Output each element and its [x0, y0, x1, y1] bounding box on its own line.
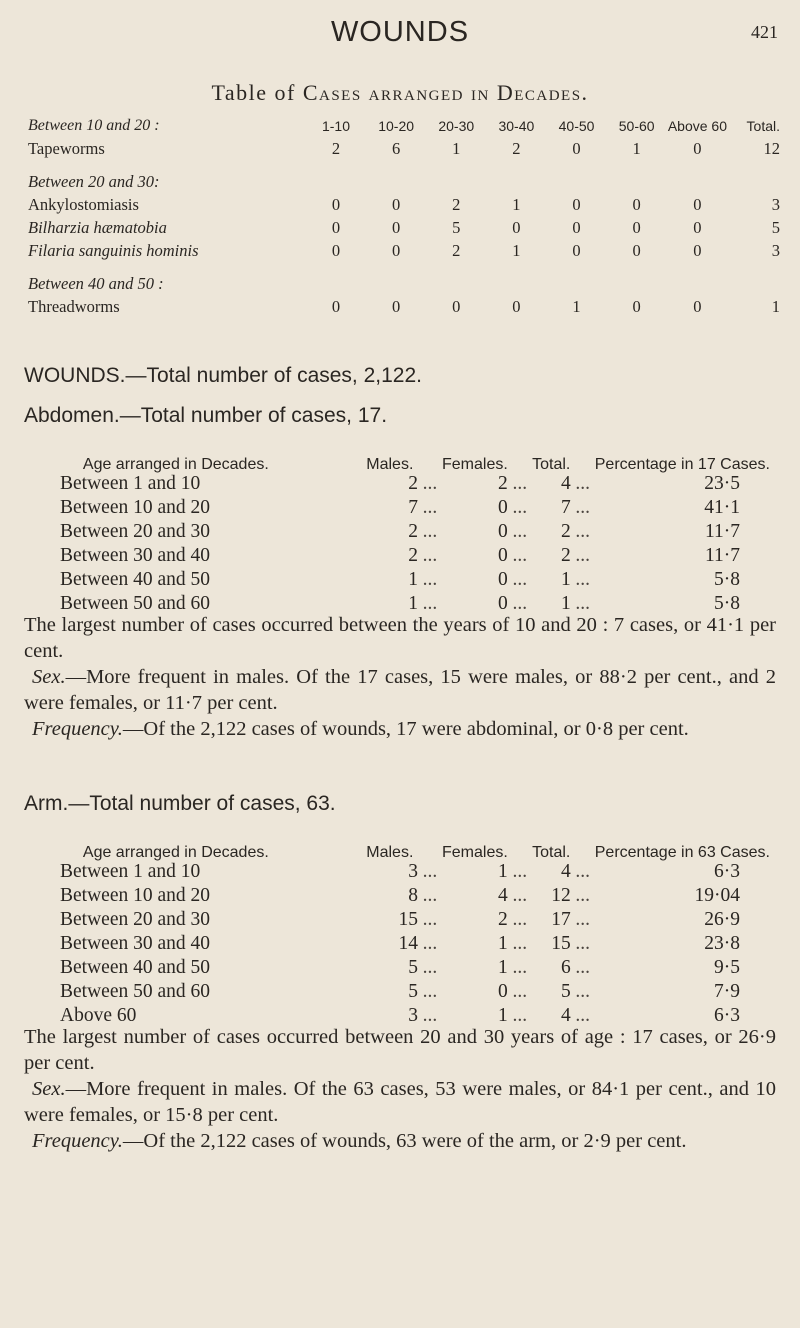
cell-value: 1: [632, 138, 641, 158]
percentage-value: 19·04: [694, 885, 740, 906]
leader-dots: ...: [512, 545, 528, 566]
column-header: 30-40: [498, 117, 535, 134]
abdomen-table: [60, 432, 770, 616]
percentage-value: 26·9: [704, 909, 740, 930]
males-value: 2: [408, 545, 418, 566]
leader-dots: ...: [575, 593, 591, 614]
percentage-header: Percentage in 17 Cases.: [594, 456, 770, 473]
cell-value: 1: [771, 296, 780, 316]
table-row: [60, 860, 770, 884]
percentage-value: 11·7: [704, 521, 740, 542]
males-value: 15: [398, 909, 418, 930]
arm-heading: Arm.—Total number of cases, 63.: [24, 792, 336, 815]
cell-value: 1: [572, 296, 581, 316]
row-label: Between 50 and 60: [60, 593, 211, 614]
spacer-cell: [28, 262, 780, 272]
cell-value: 2: [452, 240, 461, 260]
females-value: 1: [498, 933, 508, 954]
age-header: Age arranged in Decades.: [82, 844, 269, 861]
cell-value: 0: [632, 194, 641, 214]
males-value: 5: [408, 981, 418, 1002]
cell-value: 0: [391, 296, 401, 316]
spacer-cell: [28, 160, 780, 170]
arm-sex-text: —More frequent in males. Of the 63 cases, 53 were males, or 84·1 per cent., and 10 were females, or 15·8 per cent.: [24, 1078, 776, 1126]
leader-dots: ...: [575, 909, 591, 930]
males-value: 5: [408, 957, 418, 978]
females-value: 0: [498, 545, 508, 566]
cell-value: 0: [391, 240, 401, 260]
cell-value: 1: [452, 138, 461, 158]
row-label: Between 40 and 50: [60, 957, 211, 978]
header-label: Between 10 and 20 :: [28, 116, 160, 134]
row-label: Bilharzia hæmatobia: [28, 217, 167, 237]
abdomen-sex-label: Sex.: [32, 666, 66, 688]
section-label: Between 40 and 50 :: [28, 273, 164, 293]
leader-dots: ...: [512, 473, 528, 494]
leader-dots: ...: [422, 593, 438, 614]
males-header: Males.: [366, 456, 414, 473]
leader-dots: ...: [512, 981, 528, 1002]
total-value: 2: [560, 545, 571, 566]
cell-value: 0: [693, 138, 702, 158]
leader-dots: ...: [422, 957, 438, 978]
total-value: 15: [551, 933, 571, 954]
percentage-value: 9·5: [714, 957, 740, 978]
table-row: [60, 472, 770, 496]
cell-value: 6: [391, 138, 401, 158]
abdomen-sex-text: —More frequent in males. Of the 17 cases, 15 were males, or 88·2 per cent., and 2 were females, or 11·7 per cent.: [24, 666, 776, 714]
total-value: 4: [560, 1005, 571, 1026]
percentage-value: 6·3: [714, 1005, 740, 1026]
row-label: Threadworms: [28, 296, 120, 316]
leader-dots: ...: [422, 473, 438, 494]
leader-dots: ...: [575, 545, 591, 566]
leader-dots: ...: [512, 909, 528, 930]
table-row: [60, 884, 770, 908]
leader-dots: ...: [422, 569, 438, 590]
leader-dots: ...: [512, 521, 528, 542]
row-label: Between 20 and 30: [60, 521, 211, 542]
column-header: 40-50: [558, 117, 595, 134]
table-row: [28, 216, 780, 239]
females-value: 0: [498, 593, 508, 614]
row-label: Between 30 and 40: [60, 545, 211, 566]
arm-header-row: [60, 820, 770, 860]
cell-value: 1: [512, 194, 521, 214]
table-title-prefix: Table of: [211, 80, 296, 105]
cell-value: 0: [693, 240, 702, 260]
females-value: 2: [498, 473, 508, 494]
males-value: 2: [408, 521, 418, 542]
total-value: 1: [560, 569, 571, 590]
percentage-value: 7·9: [714, 981, 740, 1002]
females-value: 1: [498, 957, 508, 978]
table-row: [60, 908, 770, 932]
total-value: 6: [560, 957, 571, 978]
table-row: [28, 137, 780, 160]
total-value: 1: [560, 593, 571, 614]
cell-value: 0: [632, 217, 641, 237]
section-row: [28, 272, 780, 295]
leader-dots: ...: [575, 861, 591, 882]
percentage-value: 6·3: [714, 861, 740, 882]
males-value: 7: [408, 497, 418, 518]
arm-table: [60, 820, 770, 1028]
header-spacer: [418, 432, 442, 472]
arm-text: [24, 1024, 776, 1154]
cell-value: 0: [331, 217, 341, 237]
row-label: Ankylostomiasis: [28, 194, 139, 214]
arm-summary: The largest number of cases occurred between 20 and 30 years of age : 17 cases, or 26·9 per cent.: [24, 1026, 776, 1074]
row-label: Between 50 and 60: [60, 981, 211, 1002]
females-header: Females.: [441, 456, 508, 473]
cell-value: 0: [512, 296, 521, 316]
cell-value: 3: [771, 194, 780, 214]
leader-dots: ...: [422, 521, 438, 542]
row-label: Between 1 and 10: [60, 473, 201, 494]
cell-value: 1: [512, 240, 521, 260]
leader-dots: ...: [575, 497, 591, 518]
abdomen-header-row: [60, 432, 770, 472]
column-header: 20-30: [438, 117, 475, 134]
table-row: [60, 544, 770, 568]
table-row: [60, 520, 770, 544]
row-label: Above 60: [60, 1005, 137, 1026]
abdomen-frequency-text: —Of the 2,122 cases of wounds, 17 were abdominal, or 0·8 per cent.: [122, 718, 689, 740]
table-row: [60, 956, 770, 980]
header-spacer: [571, 432, 595, 472]
cell-value: 3: [771, 240, 780, 260]
decades-table: [28, 114, 780, 318]
abdomen-summary: The largest number of cases occurred between the years of 10 and 20 : 7 cases, or 41·1 per cent.: [24, 614, 776, 662]
males-value: 1: [408, 593, 418, 614]
arm-sex-label: Sex.: [32, 1078, 66, 1100]
cell-value: 0: [572, 240, 581, 260]
row-label: Between 1 and 10: [60, 861, 201, 882]
cell-value: 0: [331, 240, 341, 260]
leader-dots: ...: [575, 885, 591, 906]
percentage-value: 11·7: [704, 545, 740, 566]
leader-dots: ...: [512, 497, 528, 518]
row-label: Filaria sanguinis hominis: [28, 240, 199, 260]
males-value: 2: [408, 473, 418, 494]
leader-dots: ...: [575, 1005, 591, 1026]
percentage-value: 23·5: [704, 473, 740, 494]
leader-dots: ...: [512, 933, 528, 954]
leader-dots: ...: [422, 497, 438, 518]
cell-value: 0: [572, 217, 581, 237]
age-header: Age arranged in Decades.: [82, 456, 269, 473]
total-header: Total.: [532, 456, 571, 473]
percentage-header: Percentage in 63 Cases.: [594, 844, 770, 861]
arm-frequency-text: —Of the 2,122 cases of wounds, 63 were of the arm, or 2·9 per cent.: [122, 1130, 687, 1152]
leader-dots: ...: [512, 957, 528, 978]
cell-value: 0: [572, 194, 581, 214]
leader-dots: ...: [512, 885, 528, 906]
percentage-value: 23·8: [704, 933, 740, 954]
column-header: 50-60: [618, 117, 655, 134]
arm-frequency-label: Frequency.: [32, 1130, 123, 1152]
header-spacer: [508, 432, 532, 472]
females-value: 0: [498, 569, 508, 590]
cell-value: 0: [452, 296, 461, 316]
row-label: Between 40 and 50: [60, 569, 211, 590]
leader-dots: ...: [512, 1005, 528, 1026]
running-head: WOUNDS: [330, 16, 470, 48]
table-row: [28, 295, 780, 318]
males-value: 1: [408, 569, 418, 590]
leader-dots: ...: [422, 885, 438, 906]
cell-value: 0: [391, 217, 401, 237]
percentage-value: 5·8: [714, 593, 740, 614]
leader-dots: ...: [422, 1005, 438, 1026]
table-row: [28, 193, 780, 216]
females-value: 1: [498, 1005, 508, 1026]
leader-dots: ...: [575, 957, 591, 978]
total-value: 17: [551, 909, 571, 930]
cell-value: 2: [452, 194, 461, 214]
females-value: 2: [498, 909, 508, 930]
cell-value: 5: [771, 217, 780, 237]
column-header: Total.: [746, 117, 780, 134]
total-value: 4: [560, 473, 571, 494]
cell-value: 0: [693, 296, 702, 316]
total-value: 12: [551, 885, 571, 906]
total-value: 5: [560, 981, 571, 1002]
header-spacer: [571, 820, 595, 860]
cell-value: 0: [693, 194, 702, 214]
row-label: Between 30 and 40: [60, 933, 211, 954]
leader-dots: ...: [575, 933, 591, 954]
leader-dots: ...: [422, 545, 438, 566]
column-header: Above 60: [667, 117, 728, 134]
wounds-heading: WOUNDS.—Total number of cases, 2,122.: [24, 364, 422, 387]
abdomen-text: [24, 612, 776, 742]
abdomen-frequency-label: Frequency.: [32, 718, 123, 740]
leader-dots: ...: [575, 981, 591, 1002]
cell-value: 0: [632, 296, 641, 316]
table-header-row: [28, 114, 780, 137]
page-number: 421: [751, 22, 778, 42]
leader-dots: ...: [575, 569, 591, 590]
cell-value: 0: [512, 217, 521, 237]
table-row: [60, 932, 770, 956]
table-row: [60, 568, 770, 592]
leader-dots: ...: [422, 981, 438, 1002]
males-value: 14: [398, 933, 418, 954]
row-label: Between 10 and 20: [60, 885, 211, 906]
column-header: 1-10: [321, 117, 350, 134]
cell-value: 2: [331, 138, 341, 158]
cell-value: 12: [763, 138, 780, 158]
table-row: [60, 980, 770, 1004]
section-label: Between 20 and 30:: [28, 171, 160, 191]
females-value: 0: [498, 497, 508, 518]
row-label: Between 10 and 20: [60, 497, 211, 518]
section-row: [28, 170, 780, 193]
total-header: Total.: [532, 844, 571, 861]
males-value: 3: [408, 861, 418, 882]
leader-dots: ...: [422, 861, 438, 882]
cell-value: 0: [391, 194, 401, 214]
males-value: 3: [408, 1005, 418, 1026]
spacer-row: [28, 262, 780, 272]
row-label: Tapeworms: [28, 138, 105, 158]
cell-value: 2: [512, 138, 521, 158]
header-spacer: [508, 820, 532, 860]
spacer-row: [28, 160, 780, 170]
leader-dots: ...: [422, 909, 438, 930]
table-row: [60, 496, 770, 520]
cell-value: 0: [693, 217, 702, 237]
cell-value: 0: [572, 138, 581, 158]
leader-dots: ...: [422, 933, 438, 954]
header-spacer: [418, 820, 442, 860]
leader-dots: ...: [512, 593, 528, 614]
females-value: 0: [498, 521, 508, 542]
males-value: 8: [408, 885, 418, 906]
females-value: 1: [498, 861, 508, 882]
total-value: 4: [560, 861, 571, 882]
column-header: 10-20: [378, 117, 415, 134]
cell-value: 0: [331, 296, 341, 316]
percentage-value: 41·1: [704, 497, 740, 518]
leader-dots: ...: [575, 473, 591, 494]
abdomen-heading: Abdomen.—Total number of cases, 17.: [24, 404, 388, 427]
females-value: 4: [498, 885, 508, 906]
table-row: [28, 239, 780, 262]
leader-dots: ...: [512, 569, 528, 590]
leader-dots: ...: [512, 861, 528, 882]
leader-dots: ...: [575, 521, 591, 542]
row-label: Between 20 and 30: [60, 909, 211, 930]
cell-value: 0: [632, 240, 641, 260]
total-value: 7: [560, 497, 571, 518]
table-title: [0, 80, 800, 106]
females-header: Females.: [441, 844, 508, 861]
cell-value: 0: [331, 194, 341, 214]
males-header: Males.: [366, 844, 414, 861]
cell-value: 5: [452, 217, 461, 237]
total-value: 2: [560, 521, 571, 542]
percentage-value: 5·8: [714, 569, 740, 590]
females-value: 0: [498, 981, 508, 1002]
table-title-rest: Cases arranged in Decades.: [302, 80, 589, 105]
